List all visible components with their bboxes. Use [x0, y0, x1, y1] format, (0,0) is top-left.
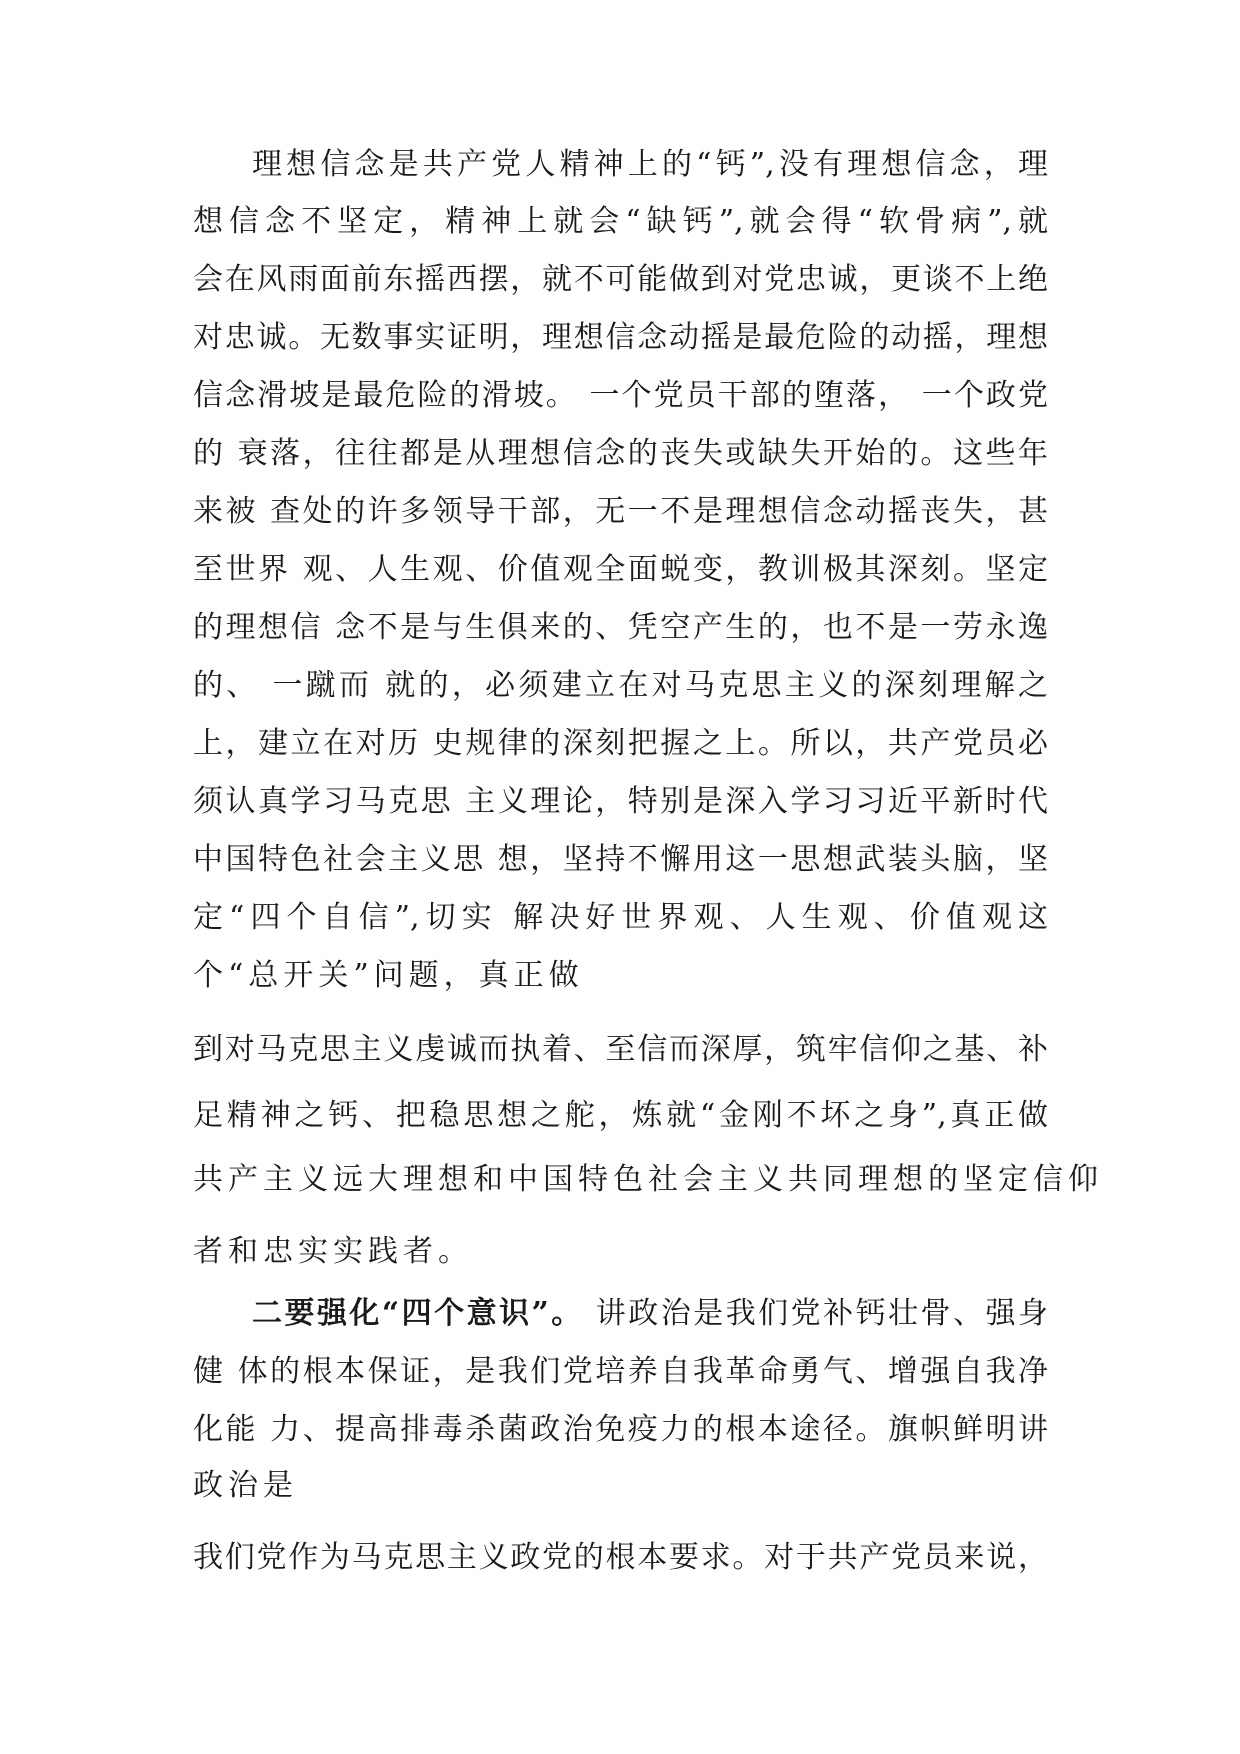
paragraph1-line-3: 会在风雨面前东摇西摆，就不可能做到对党忠诚，更谈不上绝 [193, 262, 1048, 297]
paragraph3-line-4: 政治是 [193, 1468, 298, 1503]
paragraph1-line-11: 上，建立在对历 史规律的深刻把握之上。所以，共产党员必 [193, 726, 1048, 761]
paragraph4-line-1: 我们党作为马克思主义政党的根本要求。对于共产党员来说， [193, 1540, 1048, 1575]
paragraph2-line-2: 足精神之钙、把稳思想之舵，炼就“金刚不坏之身”,真正做 [193, 1098, 1048, 1133]
paragraph1-line-14: 定“四个自信”,切实 解决好世界观、人生观、价值观这 [193, 900, 1048, 935]
paragraph3-line-1 [252, 1294, 1048, 1334]
paragraph1-line-12: 须认真学习马克思 主义理论，特别是深入学习习近平新时代 [193, 784, 1048, 819]
paragraph1-line-6: 的 衰落，往往都是从理想信念的丧失或缺失开始的。这些年 [193, 436, 1048, 471]
paragraph2-line-1: 到对马克思主义虔诚而执着、至信而深厚，筑牢信仰之基、补 [193, 1032, 1048, 1067]
paragraph1-line-10: 的、 一蹴而 就的，必须建立在对马克思主义的深刻理解之 [193, 668, 1048, 703]
paragraph1-line-8: 至世界 观、人生观、价值观全面蜕变，教训极其深刻。坚定 [193, 552, 1048, 587]
paragraph3-line-3: 化能 力、提高排毒杀菌政治免疫力的根本途径。旗帜鲜明讲 [193, 1412, 1048, 1447]
section-heading: 二要强化“四个意识”。 [252, 1296, 584, 1331]
paragraph1-line-15: 个“总开关”问题，真正做 [193, 958, 584, 993]
paragraph1-line-5: 信念滑坡是最危险的滑坡。 一个党员干部的堕落， 一个政党 [193, 378, 1048, 413]
paragraph1-line-7: 来被 查处的许多领导干部，无一不是理想信念动摇丧失，甚 [193, 494, 1048, 529]
paragraph2-line-3: 共产主义远大理想和中国特色社会主义共同理想的坚定信仰 [193, 1162, 1103, 1197]
paragraph1-line-1: 理想信念是共产党人精神上的“钙”,没有理想信念，理 [252, 147, 1048, 182]
paragraph1-line-9: 的理想信 念不是与生俱来的、凭空产生的，也不是一劳永逸 [193, 610, 1048, 645]
paragraph2-line-4: 者和忠实实践者。 [193, 1234, 473, 1269]
section-heading-rest: 讲政治是我们党补钙壮骨、强身 [583, 1296, 1048, 1331]
paragraph1-line-4: 对忠诚。无数事实证明，理想信念动摇是最危险的动摇，理想 [193, 320, 1048, 355]
paragraph3-line-2: 健 体的根本保证，是我们党培养自我革命勇气、增强自我净 [193, 1354, 1048, 1389]
paragraph1-line-13: 中国特色社会主义思 想，坚持不懈用这一思想武装头脑，坚 [193, 842, 1048, 877]
paragraph1-line-2: 想信念不坚定，精神上就会“缺钙”,就会得“软骨病”,就 [193, 204, 1048, 239]
